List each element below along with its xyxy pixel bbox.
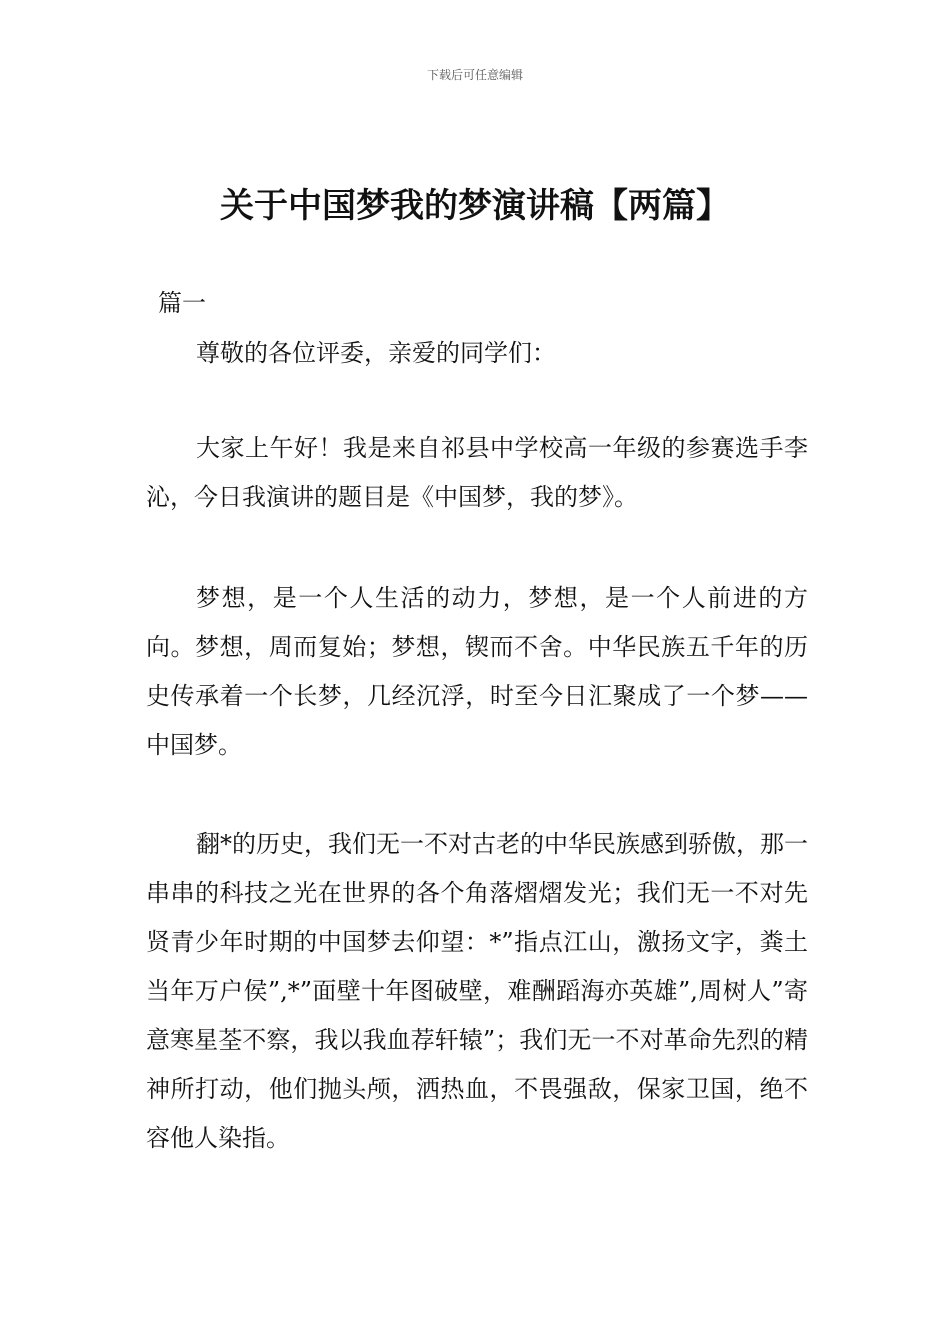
greeting-paragraph: 尊敬的各位评委，亲爱的同学们： bbox=[196, 339, 556, 367]
intro-paragraph: 大家上午好！我是来自祁县中学校高一年级的参赛选手李沁，今日我演讲的题目是《中国梦，我的梦》。 bbox=[146, 434, 808, 511]
section-label: 篇一 bbox=[158, 289, 206, 317]
document-title: 关于中国梦我的梦演讲稿【两篇】 bbox=[220, 186, 730, 226]
dream-paragraph: 梦想，是一个人生活的动力，梦想，是一个人前进的方向。梦想，周而复始；梦想，锲而不舍。中华民族五千年的历史传承着一个长梦，几经沉浮，时至今日汇聚成了一个梦——中国梦。 bbox=[146, 584, 808, 759]
header-note: 下载后可任意编辑 bbox=[426, 68, 523, 82]
history-paragraph: 翻*的历史，我们无一不对古老的中华民族感到骄傲，那一串串的科技之光在世界的各个角落熠熠发光；我们无一不对先贤青少年时期的中国梦去仰望：*”指点江山，激扬文字，粪土当年万户侯”,*”面壁十年图破壁，难酬蹈海亦英雄”,周树人”寄意寒星荃不察，我以我血荐轩辕”；我们无一不对革命先烈的精神所打动，他们抛头颅，洒热血，不畏强敌，保家卫国，绝不容他人染指。 bbox=[146, 830, 808, 1152]
